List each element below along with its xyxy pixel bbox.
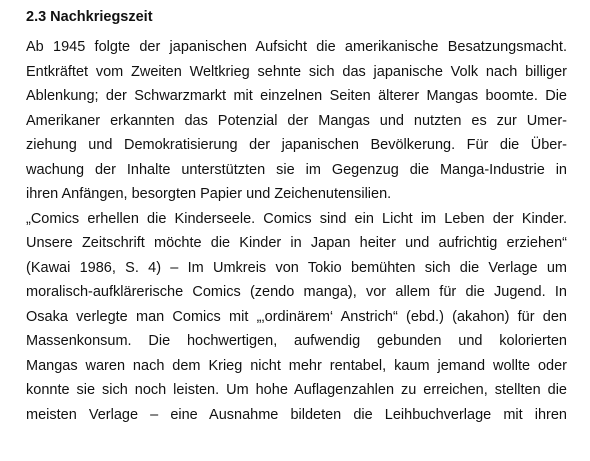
body-text [26,35,567,427]
document-page [26,0,567,427]
text-line: Ab 1945 folgte der japanischen Aufsicht die amerikanische Besatzungsmacht. [26,39,567,55]
text-line: ihren Anfängen, besorgten Papier und Zeichenutensilien. [26,186,392,202]
text-line: (Kawai 1986, S. 4) – Im Umkreis von Tokio bemühten sich die Verlage um [26,259,567,276]
text-line: Unsere Zeitschrift möchte die Kinder in Japan heiter und aufrichtig erziehen“ [26,235,567,251]
text-line: „Comics erhellen die Kinderseele. Comics sind ein Licht im Leben der Kinder. [26,210,567,227]
text-line: Amerikaner erkannten das Potenzial der Mangas und nutzten es zur Umer- [26,112,567,129]
text-line: konnte sie sich noch leisten. Um hohe Auflagenzahlen zu erreichen, stellten die [26,382,567,398]
text-line: Ablenkung; der Schwarzmarkt mit einzelnen Seiten älterer Mangas boomte. Die [26,88,567,104]
text-line: Mangas waren nach dem Krieg nicht mehr rentabel, kaum jemand wollte oder [26,357,567,374]
section-heading: 2.3 Nachkriegszeit [26,9,153,25]
text-line: moralisch-aufklärerische Comics (zendo manga), vor allem für die Jugend. In [26,284,567,300]
text-line: meisten Verlage – eine Ausnahme bildeten die Leihbuchverlage mit ihren [26,406,567,423]
text-line: Osaka verlegte man Comics mit „‚ordinärem‘ Anstrich“ (ebd.) (akahon) für den [26,308,567,325]
text-line: ziehung und Demokratisierung der japanischen Bevölkerung. Für die Über- [26,137,567,153]
text-line: Massenkonsum. Die hochwertigen, aufwendig gebunden und kolorierten [26,333,567,349]
text-line: wachung der Inhalte unterstützten sie im Gegenzug die Manga-Industrie in [26,161,567,178]
text-line: Entkräftet vom Zweiten Weltkrieg sehnte sich das japanische Volk nach billiger [26,63,567,80]
